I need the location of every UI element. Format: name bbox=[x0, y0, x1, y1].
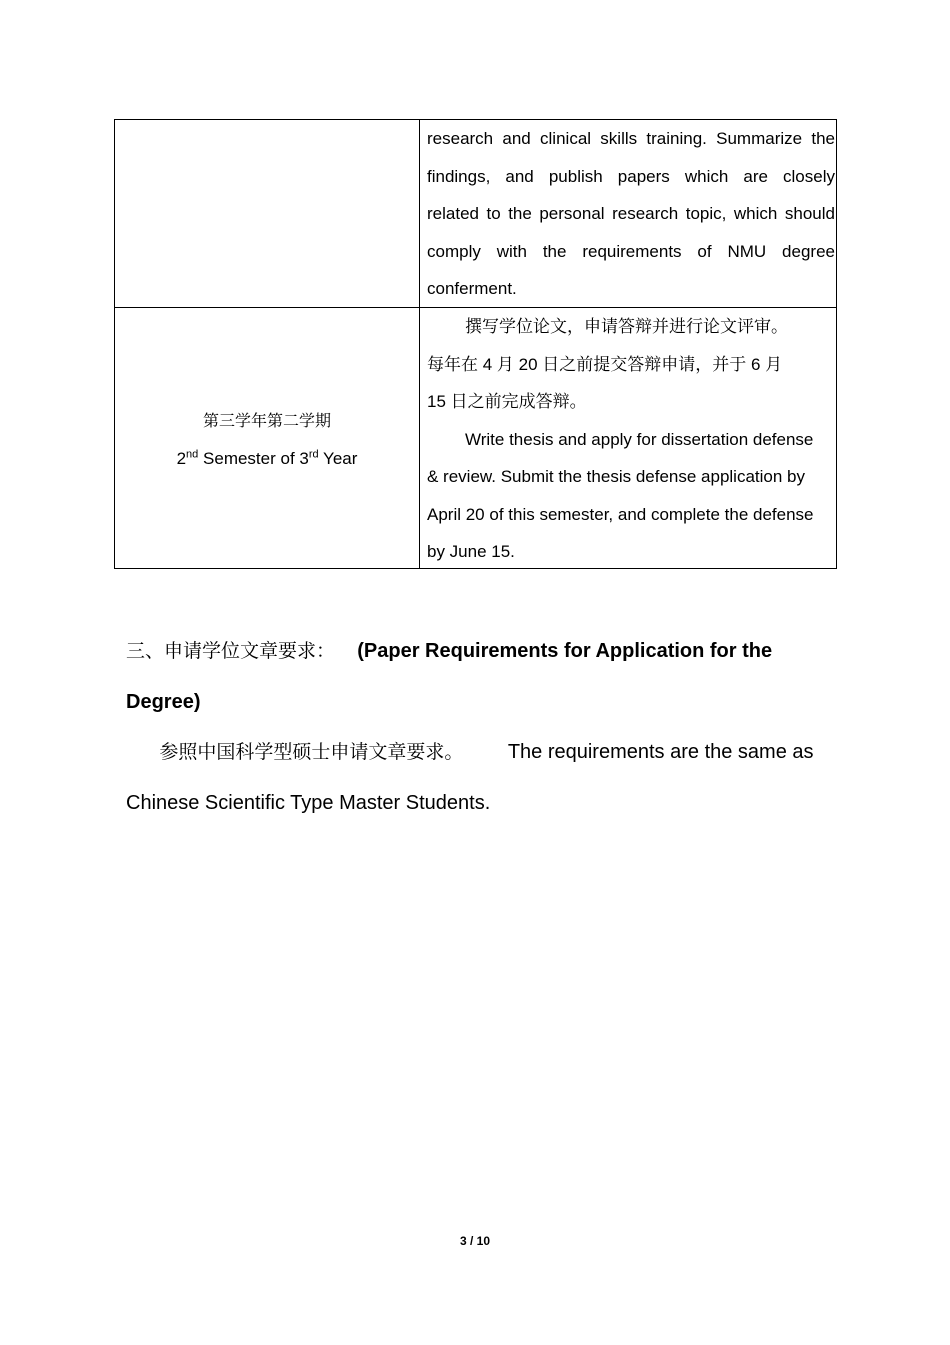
section-body-cn: 参照中国科学型硕士申请文章要求。 bbox=[159, 741, 464, 763]
row2-right-cell bbox=[427, 308, 835, 571]
section-heading bbox=[126, 626, 826, 728]
section-heading-en-cont: Degree) bbox=[126, 691, 201, 713]
row1-line: findings, and publish papers which are closely bbox=[427, 166, 835, 186]
page-number: 3 / 10 bbox=[459, 1234, 491, 1248]
row2-line: by June 15. bbox=[427, 542, 515, 561]
semester-label-en: 2nd Semester of 3rd Year bbox=[176, 448, 358, 468]
row2-left-cell bbox=[115, 402, 419, 478]
semester-label-cn: 第三学年第二学期 bbox=[202, 411, 331, 430]
row2-line: April 20 of this semester, and complete the defense bbox=[427, 504, 814, 524]
row2-line: 撰写学位论文，申请答辩并进行论文评审。 bbox=[465, 317, 788, 336]
section-body-en-cont: Chinese Scientific Type Master Students. bbox=[126, 792, 491, 814]
section-heading-en: (Paper Requirements for Application for the bbox=[357, 640, 773, 662]
row2-line: & review. Submit the thesis defense application by bbox=[427, 467, 805, 486]
row1-line: conferment. bbox=[427, 279, 517, 298]
row2-line: 每年在 4 月 20 日之前提交答辩申请，并于 6 月 bbox=[427, 354, 783, 374]
section-body-en: The requirements are the same as bbox=[507, 741, 814, 763]
schedule-table bbox=[114, 119, 837, 569]
row1-line: research and clinical skills training. Summarize the bbox=[427, 129, 835, 148]
row2-line: 15 日之前完成答辩。 bbox=[427, 392, 587, 411]
section-heading-cn: 三、申请学位文章要求： bbox=[126, 640, 336, 662]
row1-right-cell bbox=[427, 120, 835, 308]
section-body bbox=[126, 727, 838, 829]
row1-line: comply with the requirements of NMU degree bbox=[427, 241, 835, 261]
column-divider bbox=[419, 120, 420, 568]
row1-line: related to the personal research topic, which should bbox=[427, 204, 835, 223]
row2-line: Write thesis and apply for dissertation defense bbox=[465, 429, 814, 449]
